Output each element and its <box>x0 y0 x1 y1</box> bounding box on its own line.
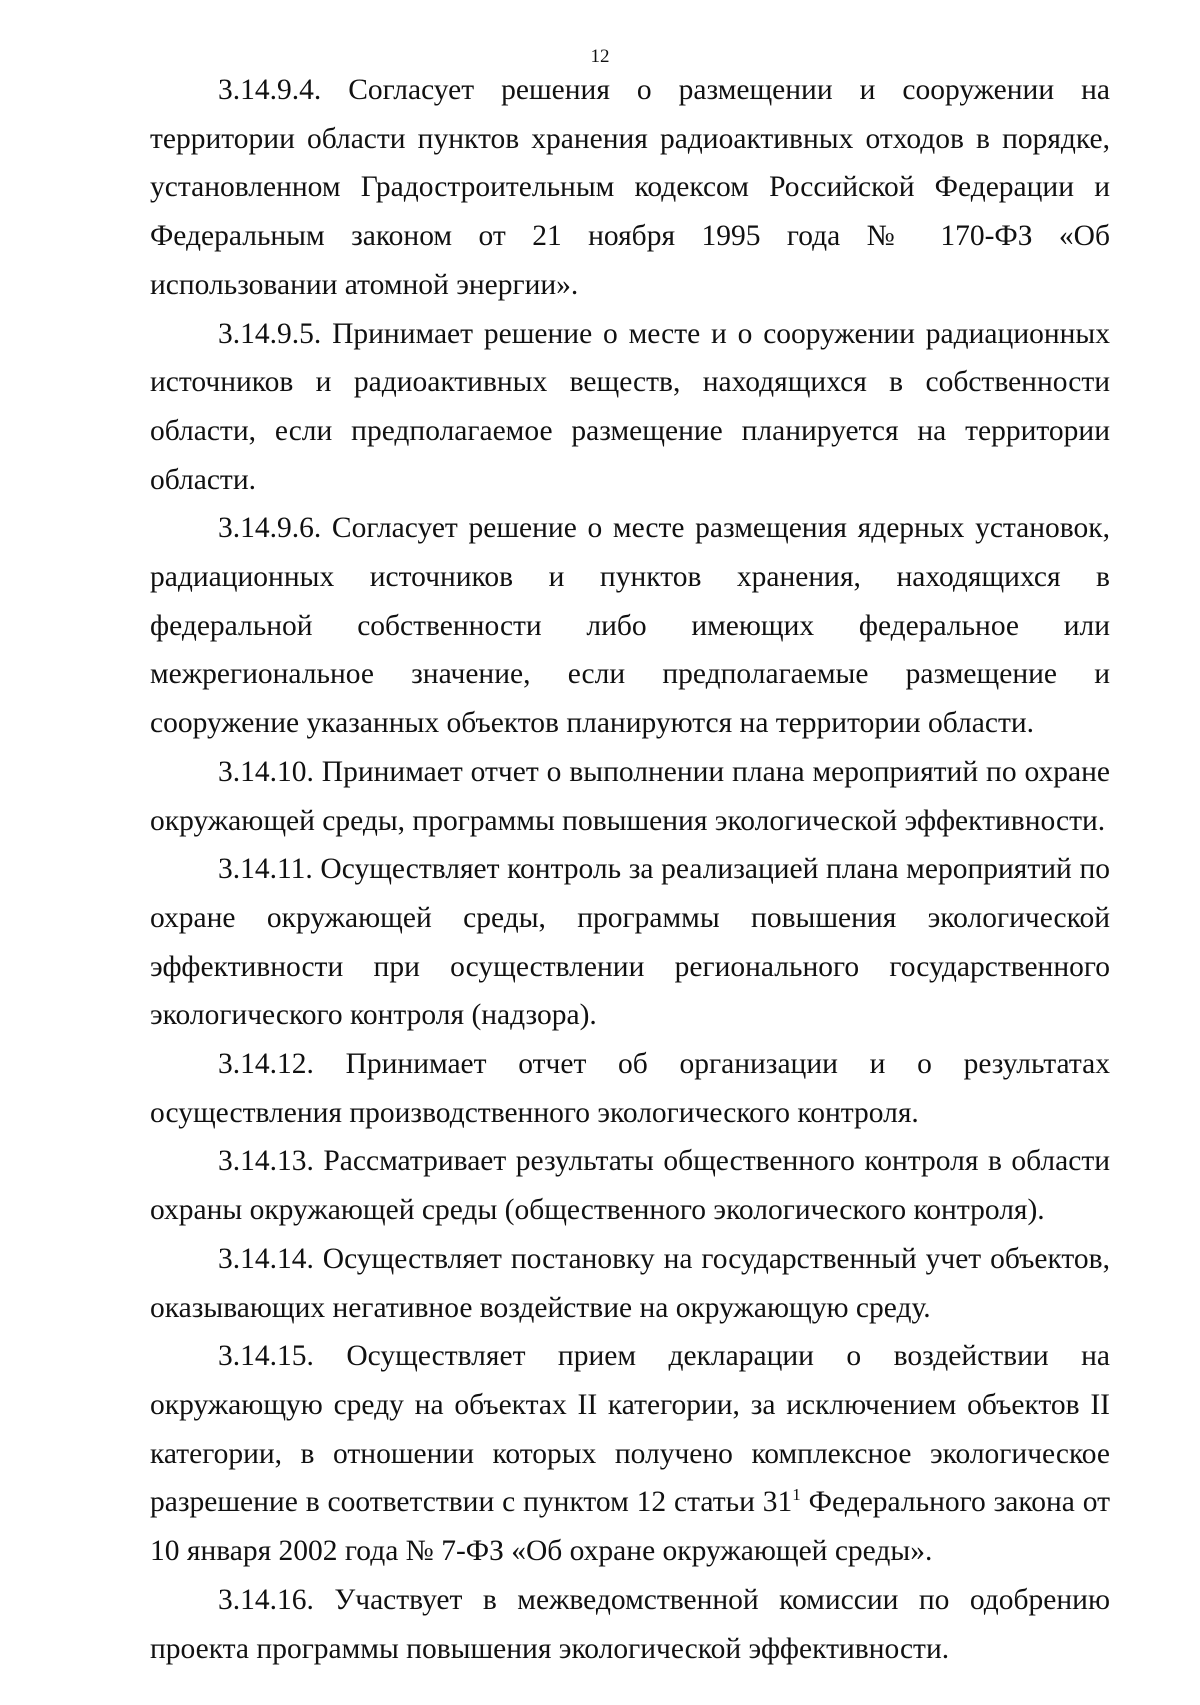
paragraph-3-14-9-5: 3.14.9.5. Принимает решение о месте и о сооружении радиационных источников и радиоактивных веществ, находящихся в собственности области, если предполагаемое размещение планируется на территории области. <box>150 317 1110 496</box>
paragraph-3-14-9-4: 3.14.9.4. Согласует решения о размещении и сооружении на территории области пунктов хранения радиоактивных отходов в порядке, установленном Градостроительным кодексом Российской Федерации и Федеральным законом от 21 ноября 1995 года № 170-ФЗ «Об использовании атомной энергии». <box>150 74 1110 301</box>
paragraph-text-before-footnote: 3.14.15. Осуществляет прием декларации о воздействии на окружающую среду на объектах II категории, за исключением объектов II категории, в отношении которых получено комплексное экологическое разрешение в соответствии с пунктом 12 статьи 31 <box>150 1340 1110 1519</box>
paragraph-3-14-15 <box>150 1332 1110 1576</box>
document-body <box>150 66 1110 1673</box>
page-number: 12 <box>590 46 610 67</box>
paragraph-3-14-11: 3.14.11. Осуществляет контроль за реализацией плана мероприятий по охране окружающей среды, программы повышения экологической эффективности при осуществлении регионального государственного экологического контроля (надзора). <box>150 853 1110 1032</box>
paragraph-3-14-13: 3.14.13. Рассматривает результаты общественного контроля в области охраны окружающей среды (общественного экологического контроля). <box>150 1145 1110 1227</box>
paragraph-3-14-10: 3.14.10. Принимает отчет о выполнении плана мероприятий по охране окружающей среды, программы повышения экологической эффективности. <box>150 755 1110 837</box>
paragraph-3-14-14: 3.14.14. Осуществляет постановку на государственный учет объектов, оказывающих негативное воздействие на окружающую среду. <box>150 1242 1110 1324</box>
paragraph-text-after-footnote: Федерального закона от 10 января 2002 года № 7-ФЗ «Об охране окружающей среды». <box>150 1486 1110 1568</box>
superscript-mark: 1 <box>792 1485 801 1505</box>
paragraph-3-14-16: 3.14.16. Участвует в межведомственной комиссии по одобрению проекта программы повышения экологической эффективности. <box>150 1583 1110 1665</box>
paragraph-3-14-9-6: 3.14.9.6. Согласует решение о месте размещения ядерных установок, радиационных источников и пунктов хранения, находящихся в федеральной собственности либо имеющих федеральное или межрегиональное значение, если предполагаемые размещение и сооружение указанных объектов планируются на территории области. <box>150 512 1110 740</box>
paragraph-3-14-12: 3.14.12. Принимает отчет об организации и о результатах осуществления производственного экологического контроля. <box>150 1048 1110 1129</box>
